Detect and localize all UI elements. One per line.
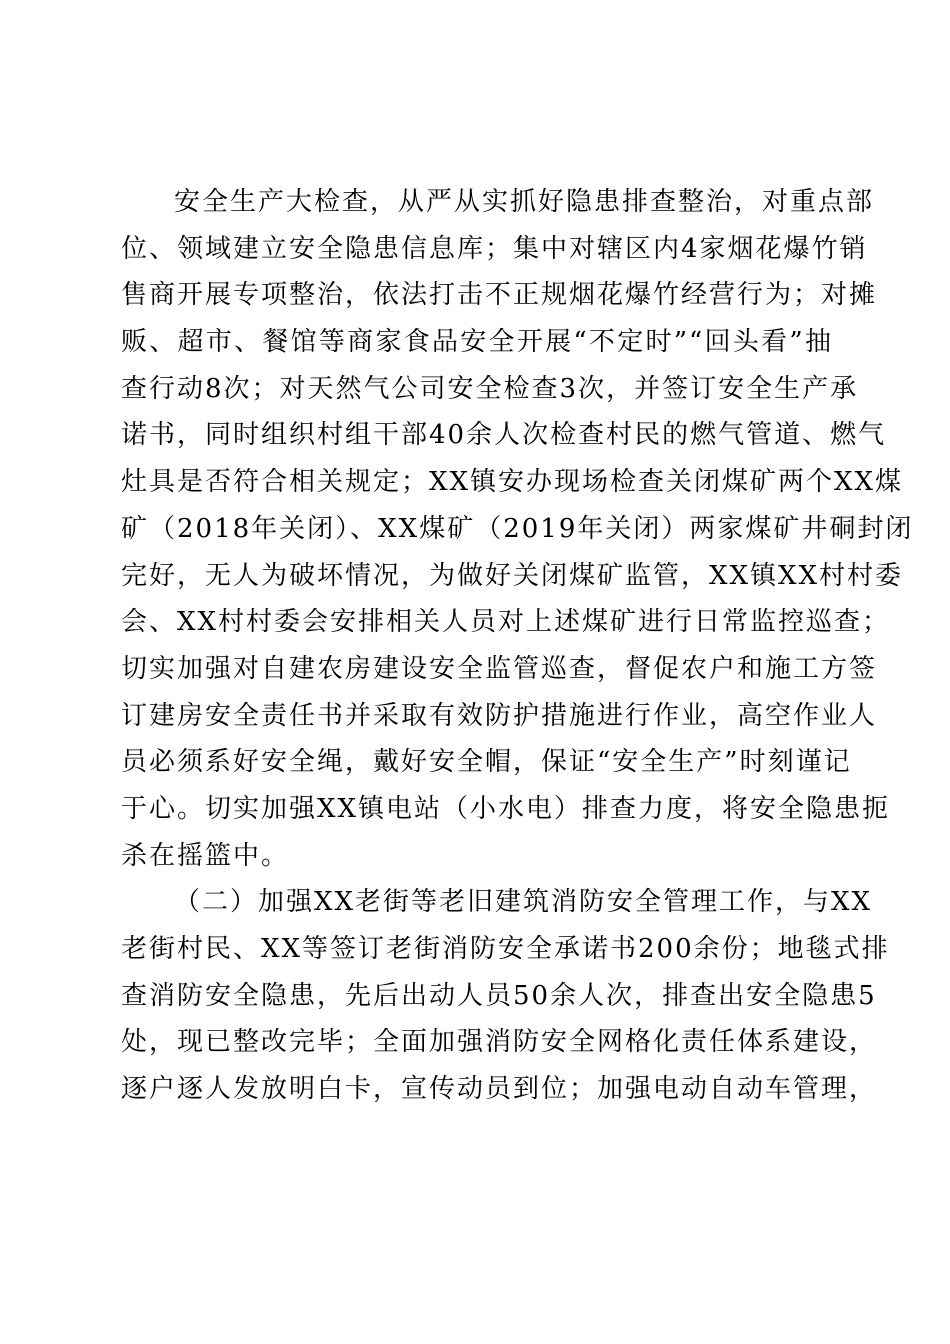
- text-line: 逐户逐人发放明白卡，宣传动员到位；加强电动自动车管理，: [121, 1074, 878, 1105]
- text-line: 安全生产大检查，从严从实抓好隐患排查整治，对重点部: [174, 187, 875, 217]
- text-line: 位、领域建立安全隐患信息库；集中对辖区内4家烟花爆竹销: [121, 233, 868, 264]
- text-line: 员必须系好安全绳，戴好安全帽，保证“安全生产”时刻谨记: [121, 747, 852, 778]
- text-line: 杀在摇篮中。: [121, 840, 290, 871]
- text-line: 切实加强对自建农房建设安全监管巡查，督促农户和施工方签: [121, 653, 878, 684]
- text-line: 于心。切实加强XX镇电站（小水电）排查力度，将安全隐患扼: [121, 793, 891, 824]
- text-line: 售商开展专项整治，依法打击不正规烟花爆竹经营行为；对摊: [121, 280, 878, 311]
- text-line: （二）加强XX老街等老旧建筑消防安全管理工作，与XX: [174, 887, 873, 918]
- text-line: 完好，无人为破坏情况，为做好关闭煤矿监管，XX镇XX村村委: [121, 560, 904, 591]
- paragraph-2: [121, 879, 890, 1112]
- text-line: 订建房安全责任书并采取有效防护措施进行作业，高空作业人: [121, 700, 878, 731]
- text-line: 诺书，同时组织村组干部40余人次检查村民的燃气管道、燃气: [121, 420, 887, 451]
- text-line: 处，现已整改完毕；全面加强消防安全网格化责任体系建设，: [121, 1027, 878, 1058]
- text-line: 灶具是否符合相关规定；XX镇安办现场检查关闭煤矿两个XX煤: [121, 467, 904, 498]
- text-line: 贩、超市、餐馆等商家食品安全开展“不定时”“回头看”抽: [121, 327, 833, 358]
- text-line: 老街村民、XX等签订老街消防安全承诺书200余份；地毯式排: [121, 934, 890, 964]
- document-body: [121, 179, 914, 1113]
- text-line: 矿（2018年关闭）、XX煤矿（2019年关闭）两家煤矿井硐封闭: [121, 513, 914, 544]
- text-line: 会、XX村村委会安排相关人员对上述煤矿进行日常监控巡查；: [121, 607, 891, 638]
- text-line: 查行动8次；对天然气公司安全检查3次，并签订安全生产承: [121, 373, 859, 404]
- text-line: 查消防安全隐患，先后出动人员50余人次，排查出安全隐患5: [121, 980, 877, 1011]
- paragraph-1: [121, 179, 914, 879]
